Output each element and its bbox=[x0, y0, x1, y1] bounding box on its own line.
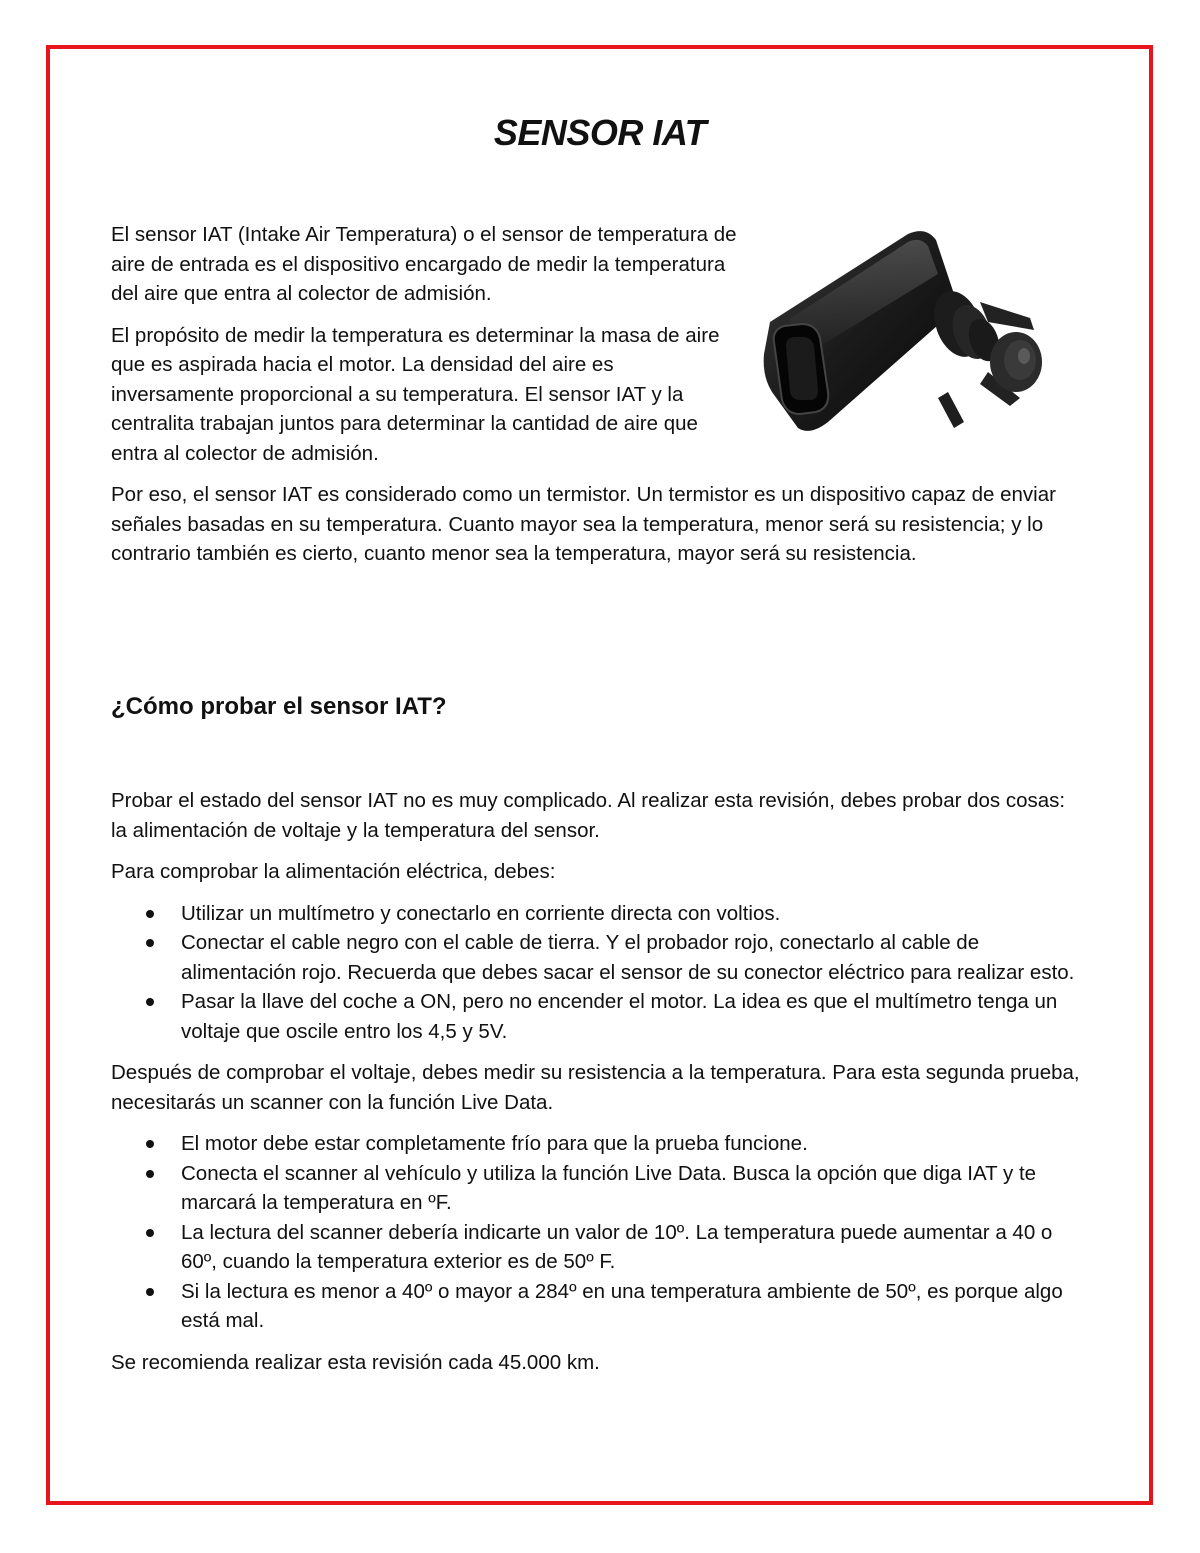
intro-paragraph-2: El propósito de medir la temperatura es determinar la masa de aire que es aspirada hacia el motor. La densidad del aire es inversamente proporcional a su temperatura. El sensor IAT y la centralita trabajan juntos para determinar la cantidad de aire que entra al colector de admisión. bbox=[111, 323, 720, 465]
section-heading: ¿Cómo probar el sensor IAT? bbox=[111, 693, 447, 720]
resistance-intro-paragraph: Después de comprobar el voltaje, debes medir su resistencia a la temperatura. Para esta segunda prueba, necesitarás un scanner con la función Live Data. bbox=[111, 1061, 1080, 1114]
test-intro-paragraph: Probar el estado del sensor IAT no es muy complicado. Al realizar esta revisión, debes probar dos cosas: la alimentación de voltaje y la temperatura del sensor. bbox=[111, 789, 1066, 842]
iat-sensor-image bbox=[758, 222, 1058, 444]
power-steps-list bbox=[111, 899, 1086, 1047]
thermistor-paragraph: Por eso, el sensor IAT es considerado como un termistor. Un termistor es un dispositivo capaz de enviar señales basadas en su temperatura. Cuanto mayor sea la temperatura, menor será su resistencia; y lo contrario también es cierto, cuanto menor sea la temperatura, mayor será su resistencia. bbox=[111, 483, 1056, 565]
list-item: Pasar la llave del coche a ON, pero no encender el motor. La idea es que el multímetro tenga un voltaje que oscile entro los 4,5 y 5V. bbox=[181, 987, 1086, 1046]
power-intro-paragraph: Para comprobar la alimentación eléctrica, debes: bbox=[111, 860, 556, 883]
closing-paragraph: Se recomienda realizar esta revisión cada 45.000 km. bbox=[111, 1350, 600, 1374]
list-item: La lectura del scanner debería indicarte un valor de 10º. La temperatura puede aumentar a 40 o 60º, cuando la temperatura exterior es de 50º F. bbox=[181, 1218, 1086, 1277]
list-item: Conecta el scanner al vehículo y utiliza la función Live Data. Busca la opción que diga IAT y te marcará la temperatura en ºF. bbox=[181, 1159, 1086, 1218]
intro-paragraph-1: El sensor IAT (Intake Air Temperatura) o el sensor de temperatura de aire de entrada es el dispositivo encargado de medir la temperatura del aire que entra al colector de admisión. bbox=[111, 223, 737, 305]
list-item: Si la lectura es menor a 40º o mayor a 284º en una temperatura ambiente de 50º, es porque algo está mal. bbox=[181, 1277, 1086, 1336]
list-item: Utilizar un multímetro y conectarlo en corriente directa con voltios. bbox=[181, 899, 1086, 929]
document-title: SENSOR IAT bbox=[493, 112, 707, 153]
test-section bbox=[111, 786, 1086, 1389]
resistance-steps-list bbox=[111, 1129, 1086, 1336]
list-item: El motor debe estar completamente frío para que la prueba funcione. bbox=[181, 1129, 1086, 1159]
list-item: Conectar el cable negro con el cable de tierra. Y el probador rojo, conectarlo al cable de alimentación rojo. Recuerda que debes sacar el sensor de su conector eléctrico para realizar esto. bbox=[181, 928, 1086, 987]
